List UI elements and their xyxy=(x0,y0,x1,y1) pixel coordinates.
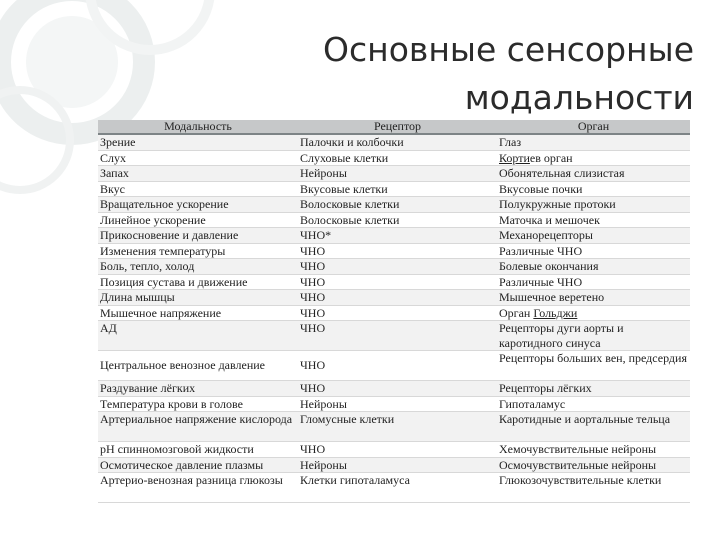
cell-receptor: Палочки и колбочки xyxy=(298,134,497,150)
table-row xyxy=(98,134,690,150)
table-row xyxy=(98,166,690,182)
cell-modality: Прикосновение и давление xyxy=(98,228,298,244)
cell-organ: Обонятельная слизистая xyxy=(497,166,690,182)
cell-organ xyxy=(497,305,690,321)
cell-modality: Зрение xyxy=(98,134,298,150)
cell-organ: Различные ЧНО xyxy=(497,243,690,259)
table-row xyxy=(98,274,690,290)
cell-organ: Осмочувствительные нейроны xyxy=(497,457,690,473)
cell-organ: Глаз xyxy=(497,134,690,150)
cell-modality: Артериальное напряжение кислорода xyxy=(98,412,298,442)
cell-modality: Артерио-венозная разница глюкозы xyxy=(98,473,298,503)
table-row xyxy=(98,243,690,259)
cell-modality: Раздувание лёгких xyxy=(98,381,298,397)
cell-modality: Запах xyxy=(98,166,298,182)
cell-modality: Центральное венозное давление xyxy=(98,351,298,381)
cell-organ: Полукружные протоки xyxy=(497,197,690,213)
cell-modality: Линейное ускорение xyxy=(98,212,298,228)
slide-title xyxy=(323,26,694,122)
table-row xyxy=(98,321,690,351)
cell-receptor: Клетки гипоталамуса xyxy=(298,473,497,503)
cell-receptor: Нейроны xyxy=(298,396,497,412)
cell-organ: Различные ЧНО xyxy=(497,274,690,290)
header-organ: Орган xyxy=(497,120,690,134)
cell-modality: Позиция сустава и движение xyxy=(98,274,298,290)
cell-modality: Изменения температуры xyxy=(98,243,298,259)
cell-organ: Каротидные и аортальные тельца xyxy=(497,412,690,442)
cell-organ: Рецепторы дуги аорты и каротидного синуса xyxy=(497,321,690,351)
cell-receptor: Волосковые клетки xyxy=(298,212,497,228)
cell-modality: pH спинномозговой жидкости xyxy=(98,442,298,458)
cell-modality: Боль, тепло, холод xyxy=(98,259,298,275)
cell-organ: Гипоталамус xyxy=(497,396,690,412)
table-row xyxy=(98,305,690,321)
cell-receptor: ЧНО xyxy=(298,351,497,381)
cell-modality: Температура крови в голове xyxy=(98,396,298,412)
cell-modality: Слух xyxy=(98,150,298,166)
cell-receptor: ЧНО xyxy=(298,243,497,259)
table-row xyxy=(98,197,690,213)
table-row xyxy=(98,181,690,197)
cell-receptor: Слуховые клетки xyxy=(298,150,497,166)
organ-rest-part: ев орган xyxy=(529,150,573,165)
table-row xyxy=(98,396,690,412)
organ-underlined-part: Гольджи xyxy=(533,305,578,320)
cell-organ: Мышечное веретено xyxy=(497,290,690,306)
slide-title-line2: модальности xyxy=(464,78,694,117)
cell-organ: Механорецепторы xyxy=(497,228,690,244)
table-header-row xyxy=(98,120,690,134)
cell-organ xyxy=(497,150,690,166)
slide-title-line1: Основные сенсорные xyxy=(323,30,694,69)
cell-modality: Осмотическое давление плазмы xyxy=(98,457,298,473)
cell-receptor: ЧНО xyxy=(298,259,497,275)
cell-modality: Вращательное ускорение xyxy=(98,197,298,213)
cell-organ: Рецепторы лёгких xyxy=(497,381,690,397)
organ-underlined-part: Корти xyxy=(499,150,530,165)
cell-organ: Вкусовые почки xyxy=(497,181,690,197)
cell-organ: Рецепторы больших вен, предсердия xyxy=(497,351,690,381)
header-modality: Модальность xyxy=(98,120,298,134)
table-row xyxy=(98,457,690,473)
cell-modality: АД xyxy=(98,321,298,351)
cell-organ: Хемочувствительные нейроны xyxy=(497,442,690,458)
cell-receptor: Вкусовые клетки xyxy=(298,181,497,197)
cell-receptor: Нейроны xyxy=(298,457,497,473)
cell-receptor: ЧНО xyxy=(298,274,497,290)
cell-modality: Вкус xyxy=(98,181,298,197)
cell-receptor: ЧНО xyxy=(298,305,497,321)
table-row xyxy=(98,259,690,275)
table-row xyxy=(98,290,690,306)
cell-receptor: ЧНО xyxy=(298,442,497,458)
table-row xyxy=(98,381,690,397)
cell-modality: Мышечное напряжение xyxy=(98,305,298,321)
cell-modality: Длина мышцы xyxy=(98,290,298,306)
table-row xyxy=(98,473,690,503)
table-row xyxy=(98,150,690,166)
cell-receptor: Волосковые клетки xyxy=(298,197,497,213)
table-row xyxy=(98,412,690,442)
cell-receptor: ЧНО xyxy=(298,290,497,306)
organ-prefix-part: Орган xyxy=(499,305,534,320)
cell-organ: Маточка и мешочек xyxy=(497,212,690,228)
table-row xyxy=(98,212,690,228)
cell-organ: Глюкозочувствительные клетки xyxy=(497,473,690,503)
cell-receptor: Нейроны xyxy=(298,166,497,182)
header-receptor: Рецептор xyxy=(298,120,497,134)
table-row xyxy=(98,228,690,244)
cell-receptor: ЧНО* xyxy=(298,228,497,244)
modalities-table xyxy=(98,120,690,503)
table-row xyxy=(98,442,690,458)
table-row xyxy=(98,351,690,381)
cell-receptor: ЧНО xyxy=(298,381,497,397)
cell-receptor: Гломусные клетки xyxy=(298,412,497,442)
cell-organ: Болевые окончания xyxy=(497,259,690,275)
cell-receptor: ЧНО xyxy=(298,321,497,351)
